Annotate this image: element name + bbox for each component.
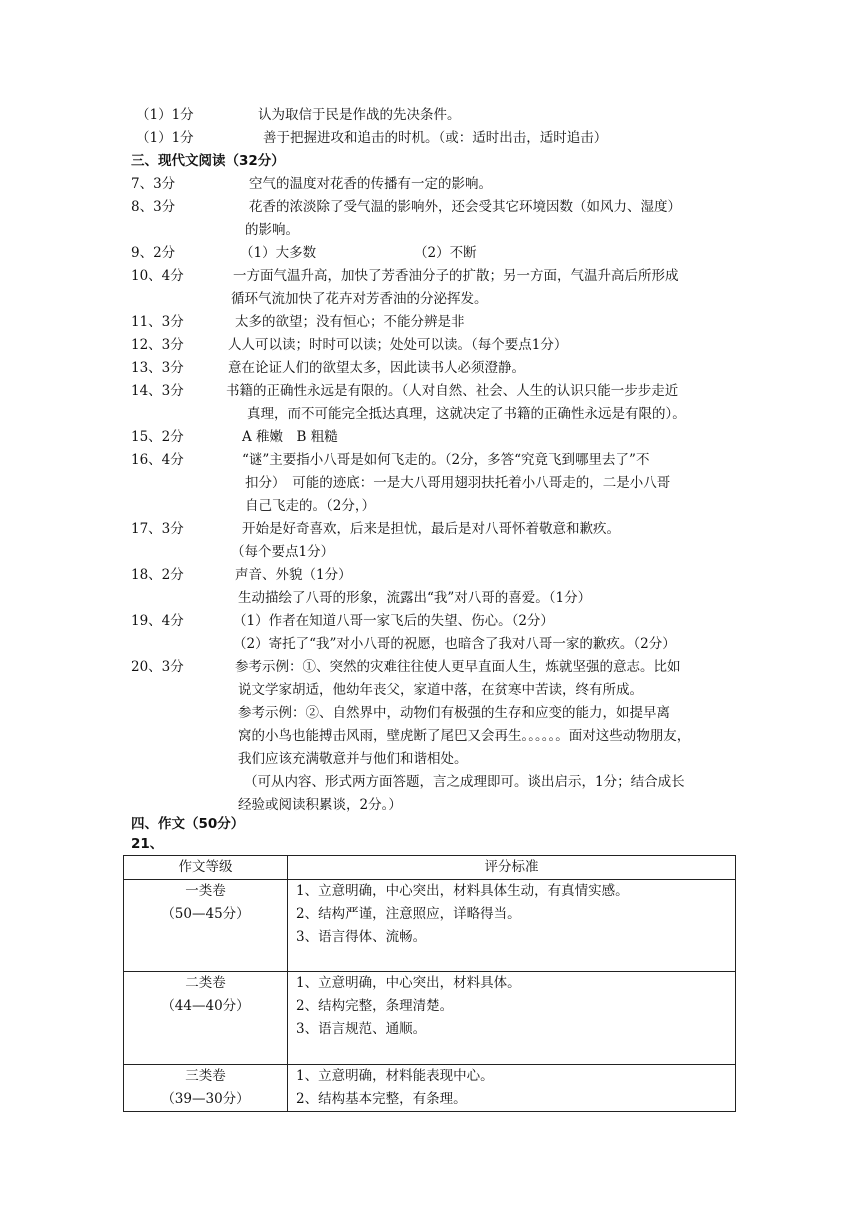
composition-grading-table: [123, 855, 736, 1112]
grade-level: 一类卷: [185, 883, 226, 899]
criterion: 2、结构基本完整，有条理。: [296, 1091, 467, 1107]
answer-number: 17、3分: [131, 521, 184, 537]
answer-text: （2）不断: [414, 245, 477, 261]
answer-text: 书籍的正确性永远是有限的。（人对自然、社会、人生的认识只能一步步走近: [226, 383, 679, 399]
answer-text: （2）寄托了“我”对小八哥的祝愿，也暗含了我对八哥一家的歉疚。（2分）: [233, 636, 676, 652]
answer-text: 人人可以读；时时可以读；处处可以读。（每个要点1分）: [228, 337, 568, 353]
answer-text: （1）大多数: [240, 245, 317, 261]
answer-number: 15、2分: [131, 429, 184, 445]
criterion: 2、结构完整，条理清楚。: [296, 998, 454, 1014]
answer-text: 自己飞走的。（2分，）: [245, 498, 376, 514]
answer-text: （每个要点1分）: [231, 544, 335, 560]
grade-level-cell: [124, 972, 288, 1065]
criteria-cell: [288, 1065, 736, 1112]
criterion: 2、结构严谨，注意照应，详略得当。: [296, 906, 521, 922]
answer-text: （可从内容、形式两方面答题，言之成理即可。谈出启示，1分；结合成长: [244, 774, 685, 790]
answer-text: 参考示例：②、自然界中，动物们有极强的生存和应变的能力，如提早离: [238, 705, 670, 721]
answer-text: 的影响。: [245, 222, 299, 238]
answer-number: 10、4分: [131, 268, 184, 284]
answer-text: 我们应该充满敬意并与他们和谐相处。: [238, 751, 468, 767]
grade-level: 三类卷: [185, 1068, 226, 1084]
grade-level: 二类卷: [185, 975, 226, 991]
answer-text: 循环气流加快了花卉对芳香油的分泌挥发。: [231, 291, 488, 307]
answer-number: 12、3分: [131, 337, 184, 353]
answer-text: A 稚嫩 B 粗糙: [242, 429, 338, 445]
criteria-cell: [288, 972, 736, 1065]
answer-number: 14、3分: [131, 383, 184, 399]
table-row: [124, 880, 736, 972]
table-header-criteria: 评分标准: [288, 856, 736, 880]
grade-range: （39—30分）: [161, 1091, 250, 1107]
table-header-level: 作文等级: [124, 856, 288, 880]
answer-number: 19、4分: [131, 613, 184, 629]
answer-text: （1）作者在知道八哥一家飞后的失望、伤心。（2分）: [233, 613, 554, 629]
answer-number: 16、4分: [131, 452, 184, 468]
answer-text: 太多的欲望；没有恒心；不能分辨是非: [235, 314, 465, 330]
grade-range: （44—40分）: [161, 998, 250, 1014]
answer-number: 9、2分: [131, 245, 176, 261]
criterion: 1、立意明确，中心突出，材料具体生动，有真情实感。: [296, 883, 629, 899]
answer-number: 7、3分: [131, 176, 176, 192]
answer-number: 20、3分: [131, 659, 184, 675]
criterion: 3、语言规范、通顺。: [296, 1021, 427, 1037]
criteria-cell: [288, 880, 736, 972]
grade-level-cell: [124, 1065, 288, 1112]
answer-text: 认为取信于民是作战的先决条件。: [258, 107, 461, 123]
table-row: [124, 972, 736, 1065]
answer-number: 8、3分: [131, 199, 176, 215]
answer-number: 11、3分: [131, 314, 184, 330]
answer-text: 生动描绘了八哥的形象，流露出“我”对八哥的喜爱。（1分）: [238, 590, 592, 606]
grade-level-cell: [124, 880, 288, 972]
answer-text: 经验或阅读积累谈，2分。）: [238, 797, 402, 813]
criterion: 3、语言得体、流畅。: [296, 929, 427, 945]
answer-text: 参考示例：①、突然的灾难往往使人更早直面人生，炼就坚强的意志。比如: [235, 659, 681, 675]
grade-range: （50—45分）: [161, 906, 250, 922]
section-heading-modern-reading: 三、现代文阅读（32分）: [131, 153, 285, 169]
criterion: 1、立意明确，材料能表现中心。: [296, 1068, 494, 1084]
answer-text: 意在论证人们的欲望太多，因此读书人必须澄静。: [228, 360, 525, 376]
answer-text: 一方面气温升高，加快了芳香油分子的扩散；另一方面，气温升高后所形成: [233, 268, 679, 284]
answer-text: 花香的浓淡除了受气温的影响外，还会受其它环境因数（如风力、湿度）: [249, 199, 681, 215]
answer-text: 声音、外貌（1分）: [235, 567, 352, 583]
answer-text: 真理，而不可能完全抵达真理，这就决定了书籍的正确性永远是有限的）。: [247, 406, 686, 422]
answer-text: 扣分） 可能的迹底：一是大八哥用翅羽扶托着小八哥走的，二是小八哥: [245, 475, 671, 491]
answer-text: 开始是好奇喜欢，后来是担忧，最后是对八哥怀着敬意和歉疚。: [242, 521, 620, 537]
answer-text: 窝的小鸟也能搏击风雨，壁虎断了尾巴又会再生。。。。。。面对这些动物朋友，: [238, 728, 691, 744]
answer-text: 空气的温度对花香的传播有一定的影响。: [249, 176, 492, 192]
table-row: [124, 1065, 736, 1112]
question-number-21: 21、: [131, 836, 164, 852]
answer-number: （1）1分: [136, 107, 194, 123]
answer-number: 13、3分: [131, 360, 184, 376]
table-header-row: [124, 856, 736, 880]
answer-text: 善于把握进攻和追击的时机。（或：适时出击，适时追击）: [263, 130, 608, 146]
answer-number: 18、2分: [131, 567, 184, 583]
answer-number: （1）1分: [136, 130, 194, 146]
answer-text: 说文学家胡适，他幼年丧父，家道中落，在贫寒中苦读，终有所成。: [238, 682, 643, 698]
criterion: 1、立意明确，中心突出，材料具体。: [296, 975, 521, 991]
answer-text: “谜”主要指小八哥是如何飞走的。（2分，多答“究竟飞到哪里去了”不: [242, 452, 650, 468]
section-heading-composition: 四、作文（50分）: [131, 816, 245, 832]
